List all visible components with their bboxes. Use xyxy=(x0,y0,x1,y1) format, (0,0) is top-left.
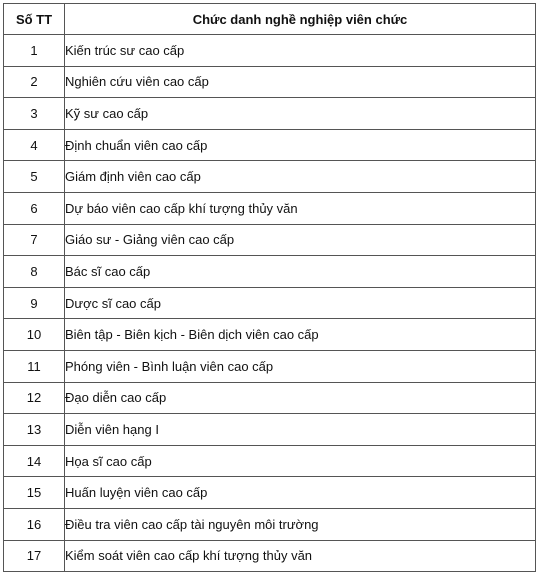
row-job-title: Kiến trúc sư cao cấp xyxy=(65,35,536,67)
table-row xyxy=(4,224,536,256)
table-row xyxy=(4,382,536,414)
row-job-title: Kiểm soát viên cao cấp khí tượng thủy văn xyxy=(65,540,536,572)
table-row xyxy=(4,129,536,161)
row-job-title: Giám định viên cao cấp xyxy=(65,161,536,193)
row-number: 17 xyxy=(4,540,65,572)
table-row xyxy=(4,287,536,319)
row-number: 12 xyxy=(4,382,65,414)
row-number: 10 xyxy=(4,319,65,351)
row-job-title: Biên tập - Biên kịch - Biên dịch viên cao cấp xyxy=(65,319,536,351)
header-number: Số TT xyxy=(4,4,65,35)
row-job-title: Dược sĩ cao cấp xyxy=(65,287,536,319)
row-number: 1 xyxy=(4,35,65,67)
row-number: 11 xyxy=(4,350,65,382)
row-number: 9 xyxy=(4,287,65,319)
table-row xyxy=(4,319,536,351)
table-row xyxy=(4,66,536,98)
row-job-title: Giáo sư - Giảng viên cao cấp xyxy=(65,224,536,256)
table-row xyxy=(4,161,536,193)
row-number: 3 xyxy=(4,98,65,130)
row-number: 7 xyxy=(4,224,65,256)
table-row xyxy=(4,508,536,540)
row-number: 5 xyxy=(4,161,65,193)
row-number: 2 xyxy=(4,66,65,98)
header-job-title: Chức danh nghề nghiệp viên chức xyxy=(65,4,536,35)
row-job-title: Bác sĩ cao cấp xyxy=(65,256,536,288)
row-number: 14 xyxy=(4,445,65,477)
row-job-title: Huấn luyện viên cao cấp xyxy=(65,477,536,509)
row-job-title: Đạo diễn cao cấp xyxy=(65,382,536,414)
row-number: 13 xyxy=(4,414,65,446)
row-job-title: Diễn viên hạng I xyxy=(65,414,536,446)
row-number: 15 xyxy=(4,477,65,509)
row-job-title: Dự báo viên cao cấp khí tượng thủy văn xyxy=(65,192,536,224)
table-header-row xyxy=(4,4,536,35)
table-row xyxy=(4,192,536,224)
table-row xyxy=(4,35,536,67)
row-number: 6 xyxy=(4,192,65,224)
row-job-title: Họa sĩ cao cấp xyxy=(65,445,536,477)
table-row xyxy=(4,256,536,288)
table-row xyxy=(4,540,536,572)
row-number: 4 xyxy=(4,129,65,161)
row-job-title: Nghiên cứu viên cao cấp xyxy=(65,66,536,98)
row-job-title: Kỹ sư cao cấp xyxy=(65,98,536,130)
table-row xyxy=(4,350,536,382)
row-number: 8 xyxy=(4,256,65,288)
job-title-table xyxy=(3,3,536,572)
row-number: 16 xyxy=(4,508,65,540)
row-job-title: Định chuẩn viên cao cấp xyxy=(65,129,536,161)
row-job-title: Điều tra viên cao cấp tài nguyên môi trường xyxy=(65,508,536,540)
table-row xyxy=(4,414,536,446)
table-body xyxy=(4,35,536,572)
table-row xyxy=(4,477,536,509)
table-row xyxy=(4,98,536,130)
table-row xyxy=(4,445,536,477)
row-job-title: Phóng viên - Bình luận viên cao cấp xyxy=(65,350,536,382)
